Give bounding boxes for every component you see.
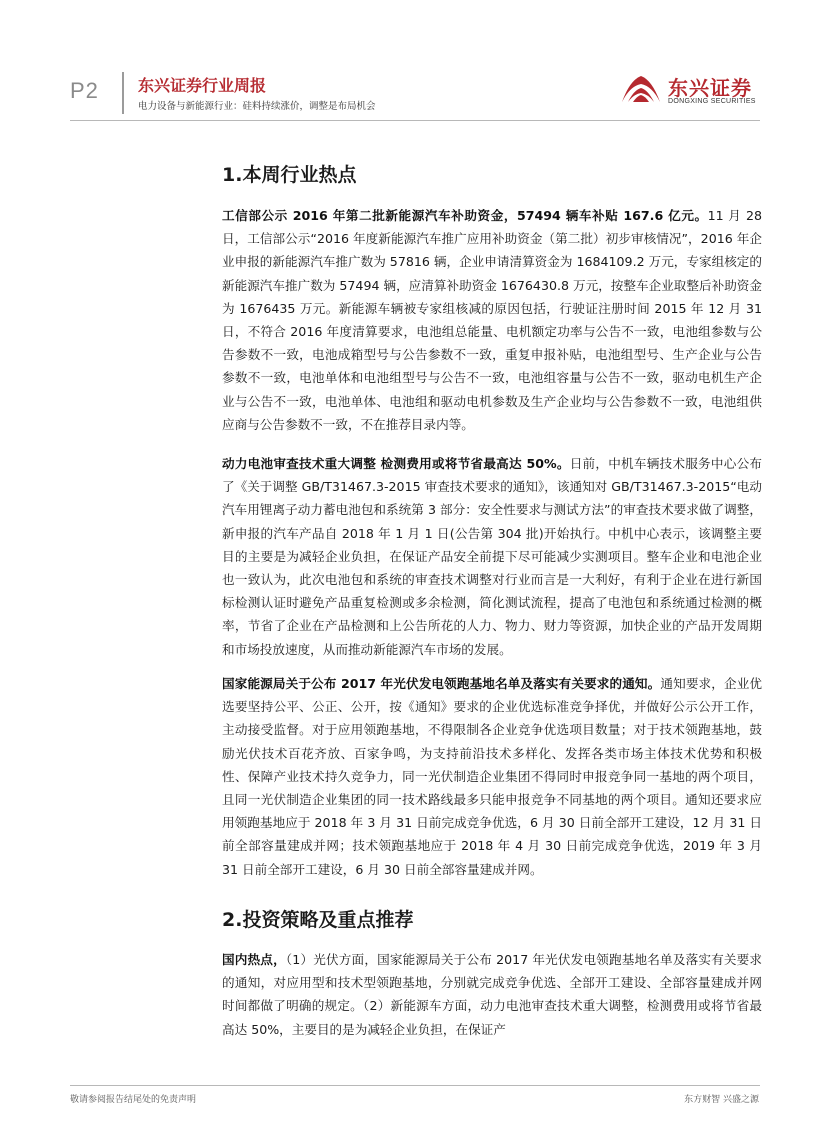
paragraph-body: 通知要求，企业优选要坚持公平、公正、公开，按《通知》要求的企业优选标准竞争择优，并做好公示公开工作，主动接受监督。对于应用领跑基地，不得限制各企业竞争优选项目数量；对于技术领跑基地，鼓励光伏技术百花齐放、百家争鸣，为支持前沿技术多样化、发挥各类市场主体技术优势和积极性、保障产业技术持久竞争力，同一光伏制造企业集团不得同时申报竞争同一基地的两个项目，且同一光伏制造企业集团的同一技术路线最多只能申报竞争不同基地的两个项目。通知还要求应用领跑基地应于 2018 年 3 月 31 日前完成竞争优选，6 月 30 日前全部开工建设，12 月 31 日前全部容量建成并网；技术领跑基地应于 2018 年 4 月 30 日前完成竞争优选，2019 年 3 月 31 日前全部开工建设，6 月 30 日前全部容量建成并网。 — [222, 676, 763, 877]
logo-mark-icon — [620, 72, 662, 106]
paragraph-lead: 国内热点， — [222, 952, 286, 967]
header-divider — [122, 72, 124, 114]
paragraph-lead: 国家能源局关于公布 2017 年光伏发电领跑基地名单及落实有关要求的通知。 — [222, 676, 661, 691]
paragraph-lead: 工信部公示 2016 年第二批新能源汽车补助资金，57494 辆车补贴 167.6 亿元。 — [222, 208, 708, 223]
footer-rule — [70, 1085, 760, 1086]
report-subtitle: 电力设备与新能源行业：硅料持续涨价，调整是布局机会 — [138, 101, 376, 112]
paragraph-1 — [222, 204, 762, 436]
paragraph-2 — [222, 452, 762, 661]
logo-chinese-text: 东兴证券 — [668, 76, 752, 100]
section-number: 2. — [222, 909, 243, 931]
section-number: 1. — [222, 164, 243, 186]
paragraph-body: 日前，中机车辆技术服务中心公布了《关于调整 GB/T31467.3-2015 审查技术要求的通知》，该通知对 GB/T31467.3-2015“电动汽车用锂离子动力蓄电池包和系统第 3 部分：安全性要求与测试方法”的审查技术要求做了调整，新申报的汽车产品自 2018 年 1 月 1 日(公告第 304 批)开始执行。中机中心表示，该调整主要目的主要是为减轻企业负担，在保证产品安全前提下尽可能减少实测项目。整车企业和电池企业也一致认为，此次电池包和系统的审查技术调整对行业而言是一大利好，有利于企业在进行新国标检测认证时避免产品重复检测或多余检测，简化测试流程，提高了电池包和系统通过检测的概率，节省了企业在产品检测和上公告所花的人力、物力、财力等资源，加快企业的产品开发周期和市场投放速度，从而推动新能源汽车市场的发展。 — [222, 456, 762, 657]
section-heading-1 — [222, 160, 356, 187]
report-series-title: 东兴证券行业周报 — [138, 76, 267, 95]
header-rule — [70, 120, 760, 121]
paragraph-4 — [222, 948, 762, 1041]
paragraph-body: 11 月 28 日，工信部公示“2016 年度新能源汽车推广应用补助资金（第二批）初步审核情况”，2016 年企业申报的新能源汽车推广数为 57816 辆，企业申请清算资金为 1684109.2 万元，专家组核定的新能源汽车推广数为 57494 辆，应清算补助资金 1676430.8 万元，按整车企业取整后补助资金为 1676435 万元。新能源车辆被专家组核减的原因包括，行驶证注册时间 2015 年 12 月 31 日，不符合 2016 年度清算要求，电池组总能量、电机额定功率与公告不一致，电池组参数与公告参数不一致，电池成箱型号与公告参数不一致，重复申报补贴，电池组型号、生产企业与公告参数不一致，电池单体和电池组型号与公告不一致，电池组容量与公告不一致，驱动电机生产企业与公告不一致，电池单体、电池组和驱动电机参数及生产企业均与公告参数不一致，电池组供应商与公告参数不一致，不在推荐目录内等。 — [222, 208, 762, 432]
paragraph-3 — [222, 672, 762, 881]
company-logo — [620, 70, 770, 110]
logo-english-text: DONGXING SECURITIES — [668, 98, 756, 105]
section-title-text: 本周行业热点 — [242, 164, 357, 186]
paragraph-body: （1）光伏方面，国家能源局关于公布 2017 年光伏发电领跑基地名单及落实有关要求的通知，对应用型和技术型领跑基地，分别就完成竞争优选、全部开工建设、全部容量建成并网时间都做了明确的规定。（2）新能源车方面，动力电池审查技术重大调整，检测费用或将节省最高达 50%，主要目的是为减轻企业负担，在保证产 — [222, 952, 763, 1037]
section-title-text: 投资策略及重点推荐 — [242, 909, 414, 931]
company-slogan: 东方财智 兴盛之源 — [684, 1095, 759, 1105]
paragraph-lead: 动力电池审查技术重大调整 检测费用或将节省最高达 50%。 — [222, 456, 570, 471]
disclaimer-note: 敬请参阅报告结尾处的免责声明 — [70, 1095, 197, 1105]
section-heading-2 — [222, 905, 413, 932]
page-number: P2 — [70, 78, 99, 103]
